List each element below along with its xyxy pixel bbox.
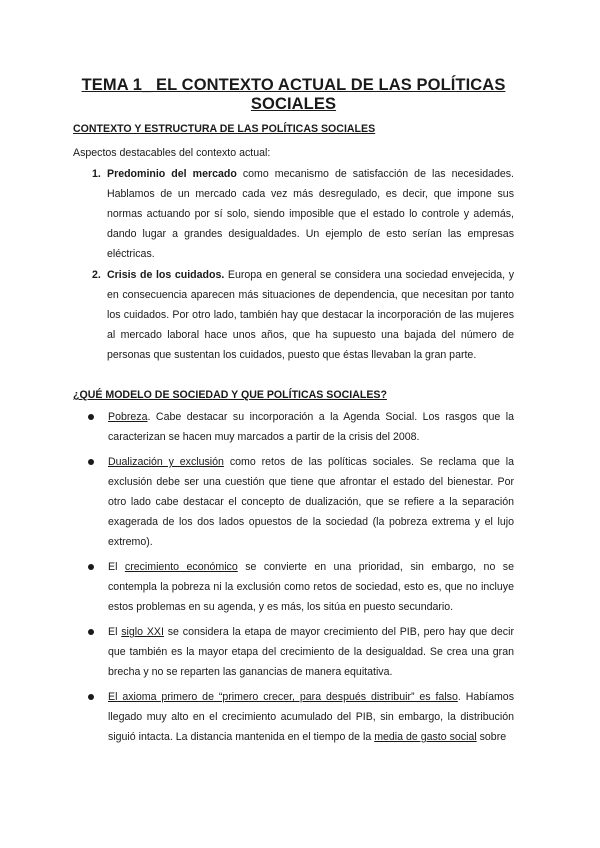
numbered-item [73, 265, 514, 365]
section-heading-modelo: ¿QUÉ MODELO DE SOCIEDAD Y QUE POLÍTICAS SOCIALES? [73, 389, 387, 401]
section-heading-contexto: CONTEXTO Y ESTRUCTURA DE LAS POLÍTICAS SOCIALES [73, 123, 376, 135]
section-intro: Aspectos destacables del contexto actual: [73, 147, 271, 159]
bullet-list [73, 407, 514, 747]
item-number: 2. [92, 269, 101, 281]
bullet-icon [88, 564, 94, 570]
bullet-underlined-2: media de gasto social [374, 731, 477, 743]
bullet-item [73, 557, 514, 617]
bullet-icon [88, 414, 94, 420]
item-bold-lead: Predominio del mercado [107, 168, 237, 180]
bullet-text-2: sobre [476, 731, 507, 743]
page-title: TEMA 1_ EL CONTEXTO ACTUAL DE LAS POLÍTICAS SOCIALES [81, 76, 506, 113]
bullet-underlined: El axioma primero de “primero crecer, para después distribuir” es falso [108, 691, 458, 703]
bullet-item [73, 687, 514, 747]
bullet-item [73, 622, 514, 682]
bullet-text: . Cabe destacar su incorporación a la Agenda Social. Los rasgos que la caracterizan se hacen muy marcados a partir de la crisis del 2008. [108, 411, 514, 443]
numbered-item [73, 164, 514, 264]
bullet-underlined: Pobreza [108, 411, 148, 423]
bullet-icon [88, 459, 94, 465]
item-text: Europa en general se considera una sociedad envejecida, y en consecuencia aparecen más situaciones de dependencia, que necesitan por tanto los cuidados. Por otro lado, también hay que destacar la incorporación de las mujeres al mercado laboral hace unos años, que ha supuesto una bajada del número de personas que sustentan los cuidados, puesto que éstas llevaban la gran parte. [107, 269, 514, 361]
bullet-text: como retos de las políticas sociales. Se reclama que la exclusión debe ser una cuestión que tiene que afrontar el estado del bienestar. Por otro lado cabe destacar el concepto de dualización, que se refiere a la separación exagerada de los dos lados opuestos de la sociedad (la pobreza extrema y el lujo extremo). [108, 456, 514, 548]
bullet-icon [88, 629, 94, 635]
bullet-pre: El [108, 626, 122, 638]
bullet-pre: El [108, 561, 125, 573]
bullet-underlined: siglo XXI [121, 626, 164, 638]
bullet-text: se convierte en una prioridad, sin embargo, no se contempla la pobreza ni la exclusión como retos de sociedad, esto es, que no incluye estos problemas en su agenda, y es más, los sitúa en puesto secundario. [108, 561, 514, 613]
bullet-item [73, 452, 514, 552]
item-text: como mecanismo de satisfacción de las necesidades. Hablamos de un mercado cada vez más desregulado, es decir, que impone sus normas actuando por sí solo, siendo imposible que el estado lo controle y además, dando lugar a grandes desigualdades. Un ejemplo de esto serían las empresas eléctricas. [107, 168, 515, 260]
bullet-underlined: crecimiento económico [124, 561, 238, 573]
bullet-icon [88, 694, 94, 700]
numbered-list [73, 164, 514, 365]
item-bold-lead: Crisis de los cuidados. [107, 269, 225, 281]
bullet-text: se considera la etapa de mayor crecimiento del PIB, pero hay que decir que también es la mayor etapa del crecimiento de la desigualdad. Se crea una gran brecha y no se reparten las ganancias de manera equitativa. [108, 626, 514, 678]
bullet-item [73, 407, 514, 447]
item-number: 1. [92, 168, 101, 180]
bullet-underlined: Dualización y exclusión [108, 456, 224, 468]
bullet-text: . Habíamos llegado muy alto en el crecimiento acumulado del PIB, sin embargo, la distribución siguió intacta. La distancia mantenida en el tiempo de la [108, 691, 514, 743]
